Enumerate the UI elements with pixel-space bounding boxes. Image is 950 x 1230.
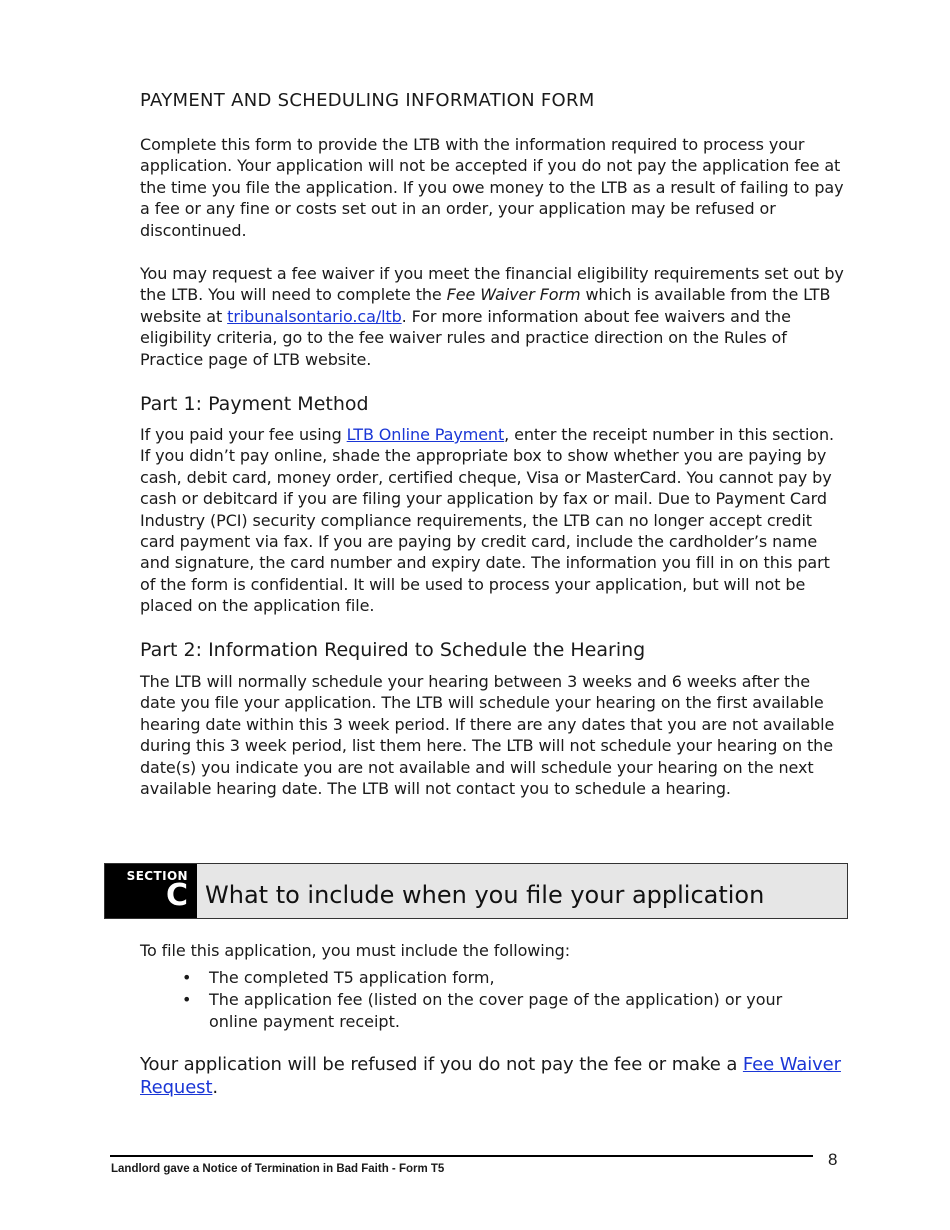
- section-title: What to include when you file your application: [205, 881, 765, 909]
- tribunals-ontario-link[interactable]: tribunalsontario.ca/ltb: [227, 306, 402, 326]
- bullet-icon: •: [182, 990, 192, 1009]
- bullet-icon: •: [182, 968, 192, 987]
- intro-paragraph: Complete this form to provide the LTB with the information required to process your application. Your application will not be accepted if you do not pay the application fee at the time you file the application. If you owe money to the LTB as a result of failing to pay a fee or any fine or costs set out in an order, your application may be refused or discontinued.: [140, 135, 844, 240]
- part1-heading: Part 1: Payment Method: [140, 393, 369, 415]
- section-c-intro: To file this application, you must include the following:: [140, 941, 571, 960]
- section-letter: C: [165, 878, 188, 913]
- fee-waiver-text-1: You may request a fee waiver if you meet the financial eligibility requirements set out by the LTB. You will need to complete the: [140, 264, 844, 305]
- form-title: PAYMENT AND SCHEDULING INFORMATION FORM: [140, 90, 595, 111]
- fee-waiver-form-name: Fee Waiver Form: [446, 285, 581, 305]
- warning-text: Your application will be refused if you do not pay the fee or make a: [140, 1054, 743, 1075]
- part1-text-2: , enter the receipt number in this section. If you didn’t pay online, shade the appropriate box to show whether you are paying by cash, debit card, money order, certified cheque, Visa or MasterCard. You cannot pay by cash or debitcard if you are filing your application by fax or mail. Due to Payment Card Industry (PCI) security compliance requirements, the LTB can no longer accept credit card payment via fax. If you are paying by credit card, include the cardholder’s name and signature, the card number and expiry date. The information you fill in on this part of the form is confidential. It will be used to process your application, but will not be placed on the application file.: [140, 425, 835, 616]
- footer-divider: [110, 1155, 813, 1157]
- fee-waiver-paragraph: [140, 263, 845, 370]
- requirements-list: [140, 967, 810, 1033]
- ltb-online-payment-link[interactable]: LTB Online Payment: [346, 425, 505, 444]
- list-item-text: The application fee (listed on the cover page of the application) or your online payment receipt.: [209, 990, 783, 1031]
- list-item: [140, 989, 810, 1033]
- part1-paragraph: [140, 424, 845, 617]
- section-tab: [105, 864, 197, 918]
- page-number: 8: [828, 1150, 838, 1169]
- section-c-header: [104, 863, 848, 919]
- warning-end: .: [212, 1077, 219, 1098]
- part2-paragraph: The LTB will normally schedule your hearing between 3 weeks and 6 weeks after the date you file your application. The LTB will schedule your hearing on the first available hearing date within this 3 week period. If there are any dates that you are not available during this 3 week period, list them here. The LTB will not schedule your hearing on the date(s) you indicate you are not available and will schedule your hearing on the next available hearing date. The LTB will not contact you to schedule a hearing.: [140, 672, 835, 799]
- list-item: [140, 967, 810, 989]
- fee-waiver-text-2: which is available from the LTB website at: [140, 285, 831, 326]
- fee-waiver-request-link[interactable]: Fee Waiver Request: [140, 1054, 841, 1098]
- fee-waiver-text-3: . For more information about fee waivers and the eligibility criteria, go to the fee waiver rules and practice direction on the Rules of Practice page of LTB website.: [140, 306, 791, 369]
- section-label: SECTION: [126, 869, 188, 883]
- refusal-warning: [140, 1053, 845, 1099]
- part2-heading: Part 2: Information Required to Schedule the Hearing: [140, 639, 646, 661]
- part1-text-1: If you paid your fee using: [140, 425, 347, 444]
- footer-form-title: Landlord gave a Notice of Termination in Bad Faith - Form T5: [111, 1163, 445, 1175]
- list-item-text: The completed T5 application form,: [209, 968, 495, 987]
